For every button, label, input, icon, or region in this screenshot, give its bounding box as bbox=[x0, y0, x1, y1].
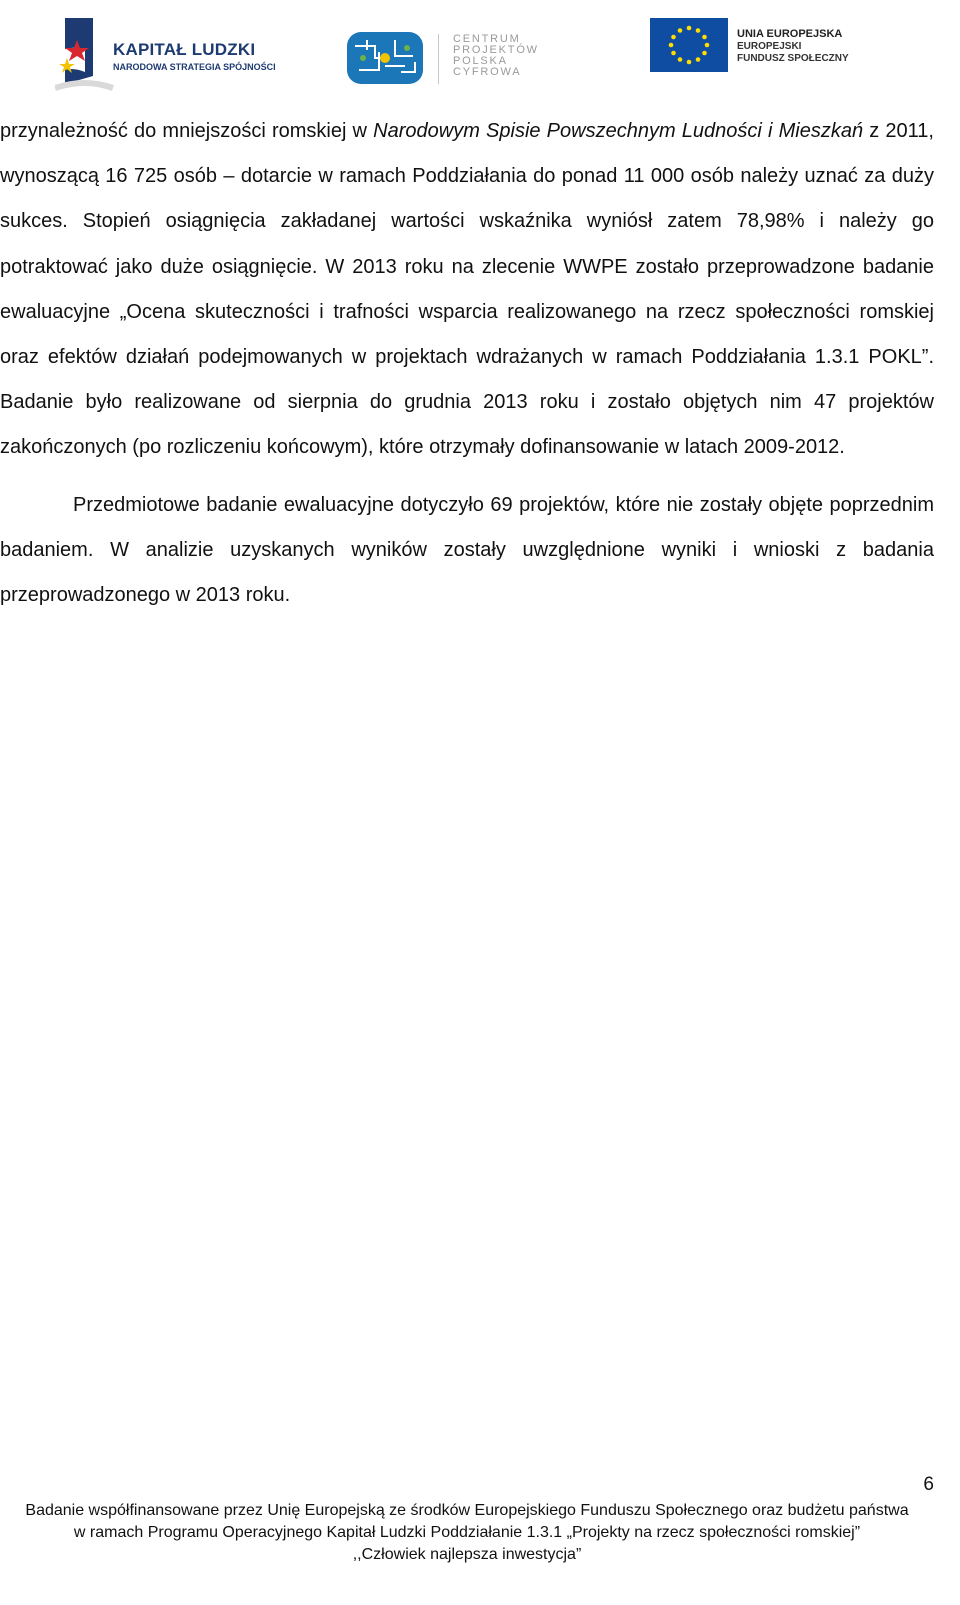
cppc-emblem-icon bbox=[345, 26, 425, 90]
kapital-ludzki-emblem-icon bbox=[55, 14, 115, 96]
eu-flag-icon bbox=[650, 18, 728, 74]
eu-line-1: UNIA EUROPEJSKA bbox=[737, 28, 843, 40]
eu-line-3: FUNDUSZ SPOŁECZNY bbox=[737, 53, 849, 64]
paragraph-1 bbox=[0, 109, 934, 471]
footer-line-3: ,,Człowiek najlepsza inwestycja” bbox=[352, 1546, 582, 1563]
footer-line-1: Badanie współfinansowane przez Unię Europejską ze środków Europejskiego Funduszu Społecznego oraz budżetu państwa bbox=[25, 1502, 909, 1519]
cppc-separator bbox=[438, 34, 439, 84]
cppc-name: CENTRUM PROJEKTÓW POLSKA CYFROWA bbox=[453, 33, 539, 78]
kapital-ludzki-subtitle: NARODOWA STRATEGIA SPÓJNOŚCI bbox=[113, 62, 276, 72]
footer-line-2: w ramach Programu Operacyjnego Kapitał Ludzki Poddziałanie 1.3.1 „Projekty na rzecz społeczności romskiej” bbox=[73, 1524, 861, 1541]
paragraph-1-rest: z 2011, wynoszącą 16 725 osób – dotarcie w ramach Poddziałania do ponad 11 000 osób należy uznać za duży sukces. Stopień osiągnięcia zakładanej wartości wskaźnika wyniósł zatem 78,98% i należy go potraktować jako duże osiągnięcie. W 2013 roku na zlecenie WWPE zostało przeprowadzone badanie ewaluacyjne „Ocena skuteczności i trafności wsparcia realizowanego na rzecz społeczności romskiej oraz efektów działań podejmowanych w projektach wdrażanych w ramach Poddziałania 1.3.1 POKL”. Badanie było realizowane od sierpnia do grudnia 2013 roku i zostało objętych nim 47 projektów zakończonych (po rozliczeniu końcowym), które otrzymały dofinansowanie w latach 2009-2012. bbox=[0, 120, 934, 459]
page-footer bbox=[0, 1500, 934, 1566]
paragraph-1-start: przynależność do mniejszości romskiej w bbox=[0, 120, 374, 142]
page-number: 6 bbox=[923, 1474, 934, 1495]
kapital-ludzki-logo bbox=[55, 14, 275, 96]
document-body bbox=[0, 109, 934, 618]
kapital-ludzki-title: KAPITAŁ LUDZKI bbox=[113, 40, 256, 59]
eu-text bbox=[737, 28, 849, 65]
paragraph-2: Przedmiotowe badanie ewaluacyjne dotyczyło 69 projektów, które nie zostały objęte poprzednim badaniem. W analizie uzyskanych wyników zostały uwzględnione wyniki i wnioski z badania przeprowadzonego w 2013 roku. bbox=[0, 493, 934, 607]
census-title: Narodowym Spisie Powszechnym Ludności i Mieszkań bbox=[373, 120, 864, 142]
eu-logo bbox=[650, 18, 860, 78]
eu-line-2: EUROPEJSKI bbox=[737, 41, 802, 52]
cppc-logo bbox=[345, 26, 560, 90]
header-logos bbox=[0, 0, 960, 110]
